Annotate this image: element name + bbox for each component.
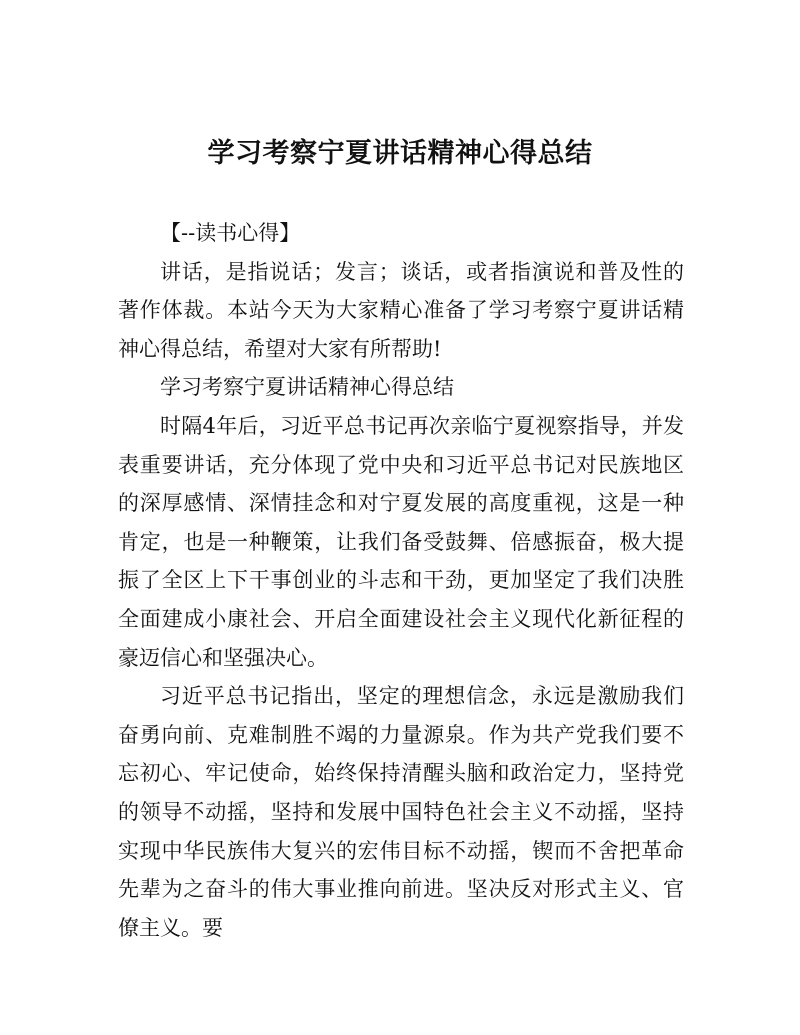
body-paragraph: 习近平总书记指出，坚定的理想信念，永远是激励我们奋勇向前、克难制胜不竭的力量源泉。作为共产党我们要不忘初心、牢记使命，始终保持清醒头脑和政治定力，坚持党的领导不动摇，坚持和发展中国特色社会主义不动摇，坚持实现中华民族伟大复兴的宏伟目标不动摇，锲而不舍把革命先辈为之奋斗的伟大事业推向前进。坚决反对形式主义、官僚主义。要 xyxy=(118,684,684,940)
document-title: 学习考察宁夏讲话精神心得总结 xyxy=(207,138,593,169)
section-heading: 学习考察宁夏讲话精神心得总结 xyxy=(160,375,454,400)
body-paragraph: 时隔4年后，习近平总书记再次亲临宁夏视察指导，并发表重要讲话，充分体现了党中央和习近平总书记对民族地区的深厚感情、深情挂念和对宁夏发展的高度重视，这是一种肯定，也是一种鞭策，让我们备受鼓舞、倍感振奋，极大提振了全区上下干事创业的斗志和干劲，更加坚定了我们决胜全面建成小康社会、开启全面建设社会主义现代化新征程的豪迈信心和坚强决心。 xyxy=(118,413,684,670)
document-body xyxy=(118,214,684,947)
category-tag: 【--读书心得】 xyxy=(160,221,301,245)
intro-paragraph: 讲话，是指说话；发言；谈话，或者指演说和普及性的著作体裁。本站今天为大家精心准备了学习考察宁夏讲话精神心得总结，希望对大家有所帮助! xyxy=(118,259,684,361)
